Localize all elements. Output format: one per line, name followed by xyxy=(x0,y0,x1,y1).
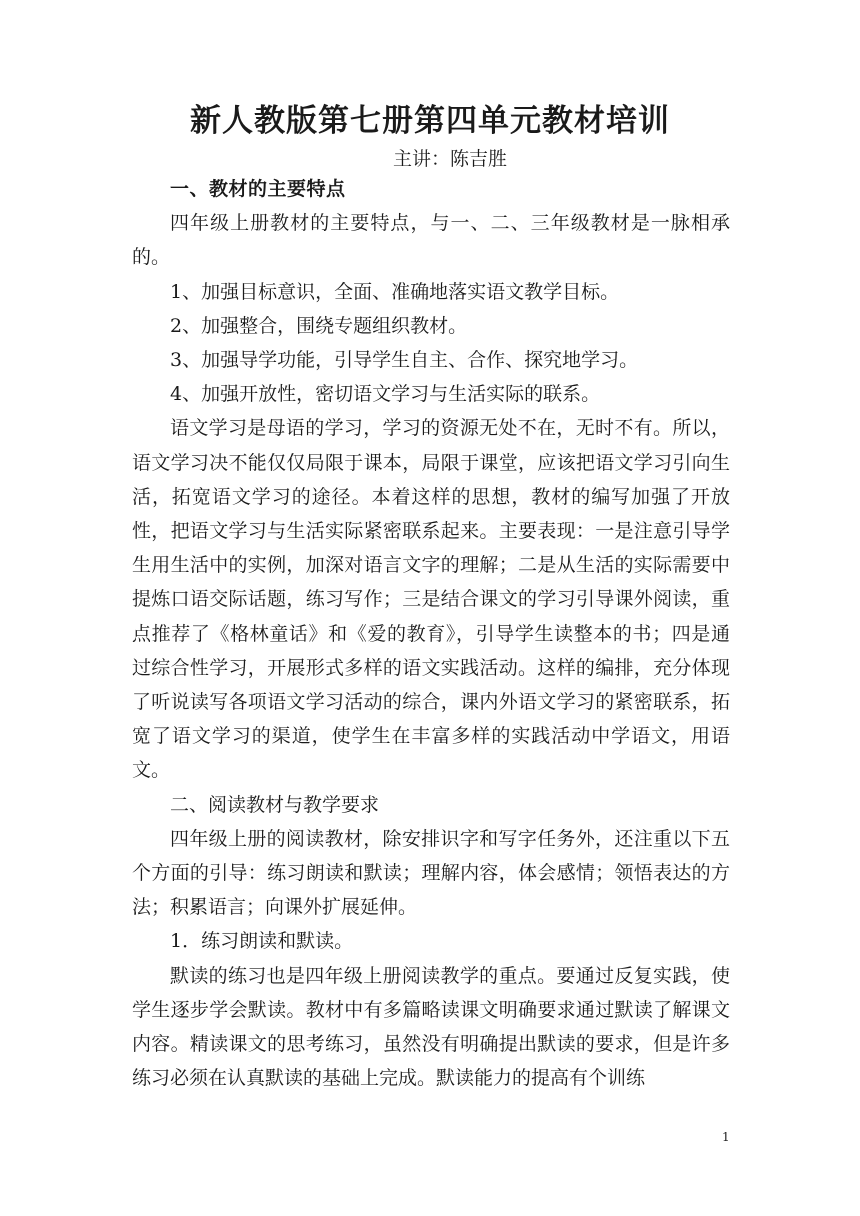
document-body xyxy=(132,172,730,1095)
section-heading-2: 二、阅读教材与教学要求 xyxy=(170,793,380,816)
presenter-line: 主讲：陈吉胜 xyxy=(392,148,507,170)
paragraph-silent-reading: 默读的练习也是四年级上册阅读教学的重点。要通过反复实践，使学生逐步学会默读。教材中有多篇略读课文明确要求通过默读了解课文内容。精读课文的思考练习，虽然没有明确提出默读的要求，但是许多练习必须在认真默读的基础上完成。默读能力的提高有个训练 xyxy=(132,964,730,1090)
page-number: 1 xyxy=(722,1130,730,1144)
list-item-point-4: 4、加强开放性，密切语文学习与生活实际的联系。 xyxy=(170,383,601,406)
list-item-point-3: 3、加强导学功能，引导学生自主、合作、探究地学习。 xyxy=(170,349,639,372)
section-heading-1: 一、教材的主要特点 xyxy=(170,178,346,200)
paragraph-intro: 四年级上册教材的主要特点，与一、二、三年级教材是一脉相承的。 xyxy=(132,212,730,269)
list-item-point-1: 1、加强目标意识，全面、准确地落实语文教学目标。 xyxy=(170,280,620,303)
document-title: 新人教版第七册第四单元教材培训 xyxy=(190,103,670,139)
list-item-point-2: 2、加强整合，围绕专题组织教材。 xyxy=(170,314,468,337)
paragraph-openness: 语文学习是母语的学习，学习的资源无处不在，无时不有。所以，语文学习决不能仅仅局限于课本，局限于课堂，应该把语文学习引向生活，拓宽语文学习的途径。本着这样的思想，教材的编写加强了开放性，把语文学习与生活实际紧密联系起来。主要表现：一是注意引导学生用生活中的实例，加深对语言文字的理解；二是从生活的实际需要中提炼口语交际话题，练习写作；三是结合课文的学习引导课外阅读，重点推荐了《格林童话》和《爱的教育》，引导学生读整本的书；四是通过综合性学习，开展形式多样的语文实践活动。这样的编排，充分体现了听说读写各项语文学习活动的综合，课内外语文学习的紧密联系，拓宽了语文学习的渠道，使学生在丰富多样的实践活动中学语文，用语文。 xyxy=(132,417,730,782)
paragraph-reading: 四年级上册的阅读教材，除安排识字和写字任务外，还注重以下五个方面的引导：练习朗读和默读；理解内容，体会感情；领悟表达的方法；积累语言；向课外扩展延伸。 xyxy=(132,827,730,919)
subheading-reading-1: 1．练习朗读和默读。 xyxy=(170,930,354,953)
